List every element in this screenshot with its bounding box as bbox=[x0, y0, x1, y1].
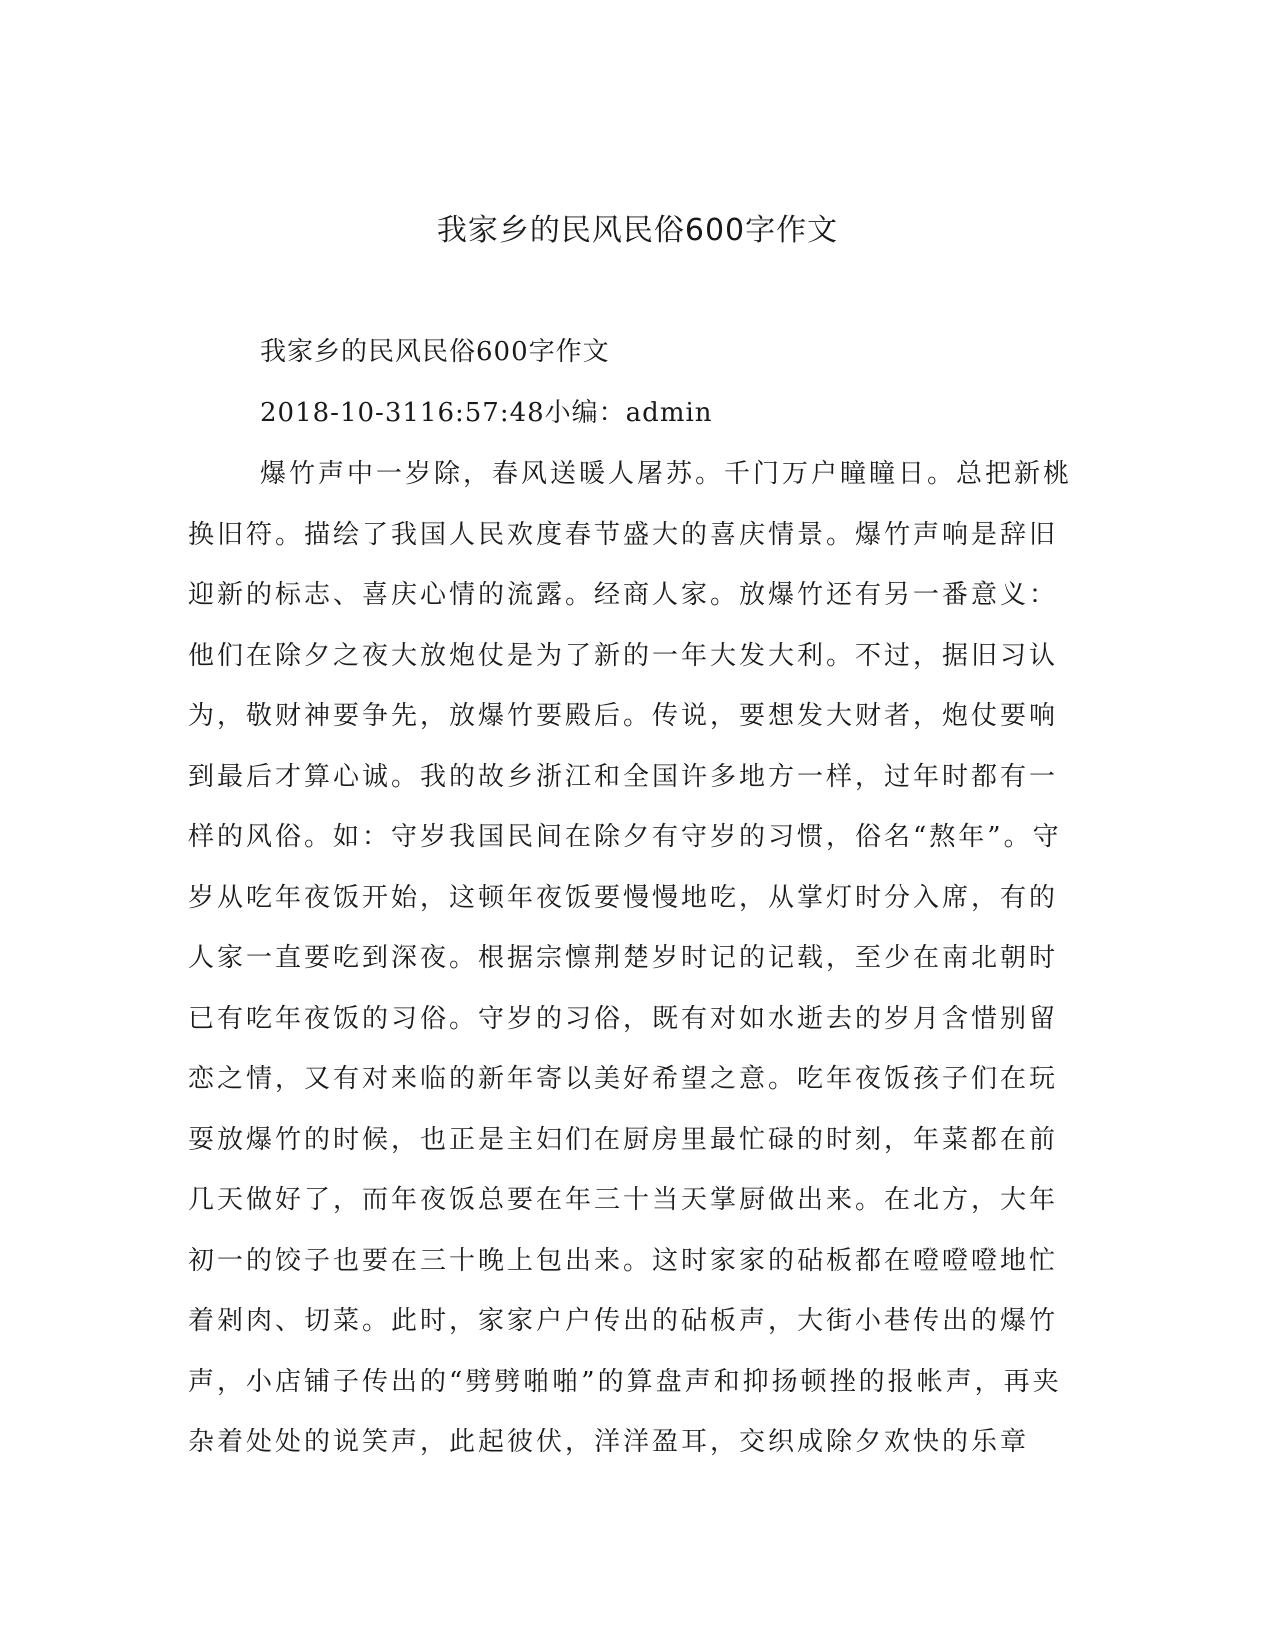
paragraph-line: 耍放爆竹的时候，也正是主妇们在厨房里最忙碌的时刻，年菜都在前 bbox=[188, 1124, 1059, 1155]
paragraph-line: 杂着处处的说笑声，此起彼伏，洋洋盈耳，交织成除夕欢快的乐章 bbox=[188, 1427, 1030, 1457]
paragraph-line: 爆竹声中一岁除，春风送暖人屠苏。千门万户瞳瞳日。总把新桃 bbox=[260, 459, 1073, 489]
paragraph-line: 他们在除夕之夜大放炮仗是为了新的一年大发大利。不过，据旧习认 bbox=[188, 640, 1059, 671]
paragraph-line: 迎新的标志、喜庆心情的流露。经商人家。放爆竹还有另一番意义： bbox=[188, 580, 1059, 610]
paragraph-line: 声，小店铺子传出的“劈劈啪啪”的算盘声和抑扬顿挫的报帐声，再夹 bbox=[188, 1366, 1062, 1397]
article-meta: 2018-10-3116:57:48小编：admin bbox=[260, 398, 713, 428]
paragraph-line: 人家一直要吃到深夜。根据宗懔荆楚岁时记的记载，至少在南北朝时 bbox=[188, 943, 1059, 973]
paragraph-line: 到最后才算心诚。我的故乡浙江和全国许多地方一样，过年时都有一 bbox=[188, 761, 1059, 792]
document-title: 我家乡的民风民俗600字作文 bbox=[436, 213, 839, 248]
paragraph-line: 初一的饺子也要在三十晚上包出来。这时家家的砧板都在噔噔噔地忙 bbox=[188, 1245, 1059, 1276]
paragraph-line: 样的风俗。如：守岁我国民间在除夕有守岁的习惯，俗名“熬年”。守 bbox=[188, 822, 1062, 852]
paragraph-line: 恋之情，又有对来临的新年寄以美好希望之意。吃年夜饭孩子们在玩 bbox=[188, 1064, 1059, 1094]
document-body bbox=[188, 322, 1073, 1473]
paragraph-line: 已有吃年夜饭的习俗。守岁的习俗，既有对如水逝去的岁月含惜别留 bbox=[188, 1003, 1059, 1034]
article-subtitle: 我家乡的民风民俗600字作文 bbox=[260, 337, 610, 367]
paragraph-line: 为，敬财神要争先，放爆竹要殿后。传说，要想发大财者，炮仗要响 bbox=[188, 701, 1059, 731]
paragraph-line: 换旧符。描绘了我国人民欢度春节盛大的喜庆情景。爆竹声响是辞旧 bbox=[188, 519, 1059, 550]
paragraph-line: 着剁肉、切菜。此时，家家户户传出的砧板声，大街小巷传出的爆竹 bbox=[188, 1306, 1059, 1336]
paragraph-line: 几天做好了，而年夜饭总要在年三十当天掌厨做出来。在北方，大年 bbox=[188, 1185, 1059, 1215]
paragraph-line: 岁从吃年夜饭开始，这顿年夜饭要慢慢地吃，从掌灯时分入席，有的 bbox=[188, 882, 1059, 913]
